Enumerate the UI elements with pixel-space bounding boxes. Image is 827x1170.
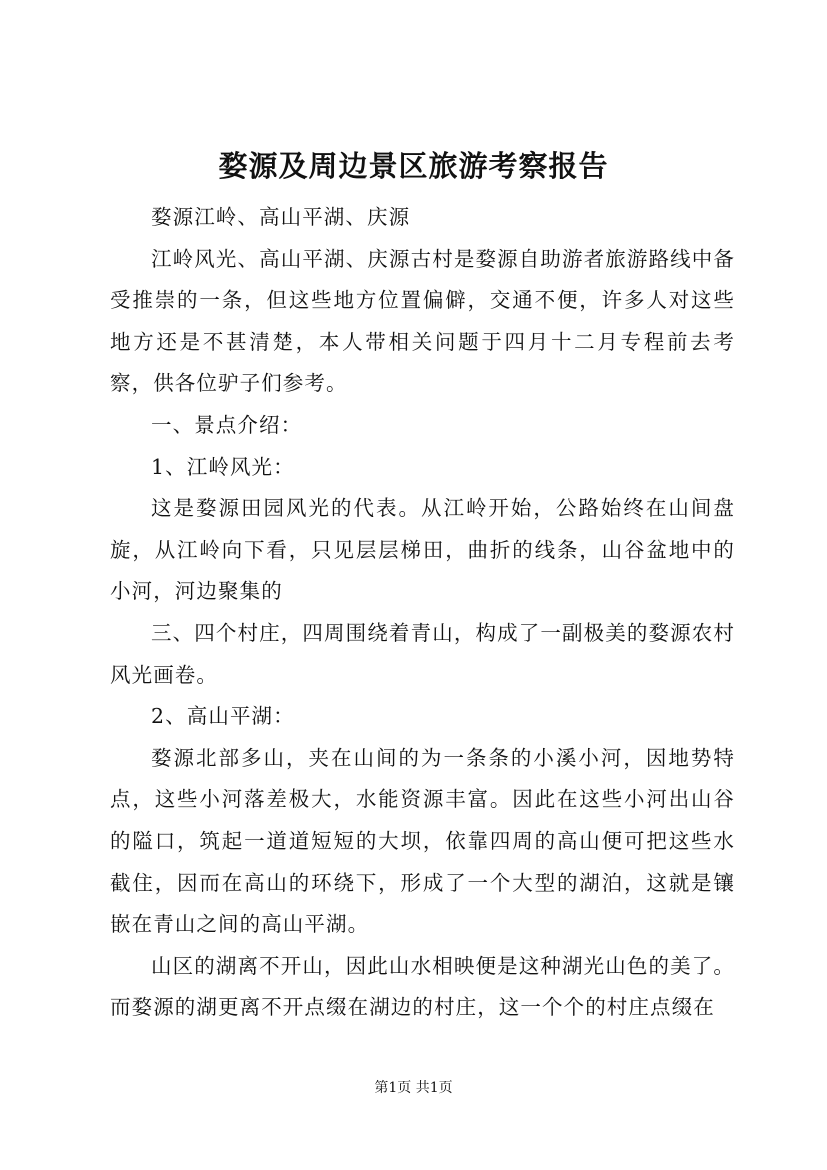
document-body: [110, 197, 735, 1029]
subsection-heading-lake: 2、高山平湖：: [151, 704, 295, 729]
lake-paragraph: 婺源北部多山，夹在山间的为一条条的小溪小河，因地势特点，这些小河落差极大，水能资源丰富。因此在这些小河出山谷的隘口，筑起一道道短短的大坝，依靠四周的高山便可把这些水截住，因而在高山的环绕下，形成了一个大型的湖泊，这就是镶嵌在青山之间的高山平湖。: [110, 745, 735, 937]
lake-scenery-paragraph: 山区的湖离不开山，因此山水相映便是这种湖光山色的美了。而婺源的湖更离不开点缀在湖边的村庄，这一个个的村庄点缀在: [110, 953, 735, 1020]
section-heading-attractions: 一、景点介绍：: [151, 412, 303, 437]
document-title: 婺源及周边景区旅游考察报告: [218, 149, 609, 183]
jiangling-continued-paragraph: 三、四个村庄，四周围绕着青山，构成了一副极美的婺源农村风光画卷。: [110, 620, 735, 687]
intro-paragraph: 江岭风光、高山平湖、庆源古村是婺源自助游者旅游路线中备受推崇的一条，但这些地方位置偏僻，交通不便，许多人对这些地方还是不甚清楚，本人带相关问题于四月十二月专程前去考察，供各位驴子们参考。: [110, 246, 735, 396]
jiangling-paragraph: 这是婺源田园风光的代表。从江岭开始，公路始终在山间盘旋，从江岭向下看，只见层层梯田，曲折的线条，山谷盆地中的小河，河边聚集的: [110, 496, 735, 604]
subsection-heading-jiangling: 1、江岭风光：: [151, 454, 295, 479]
page-footer: 第1页 共1页: [374, 1080, 453, 1096]
subtitle-paragraph: 婺源江岭、高山平湖、庆源: [151, 205, 411, 229]
